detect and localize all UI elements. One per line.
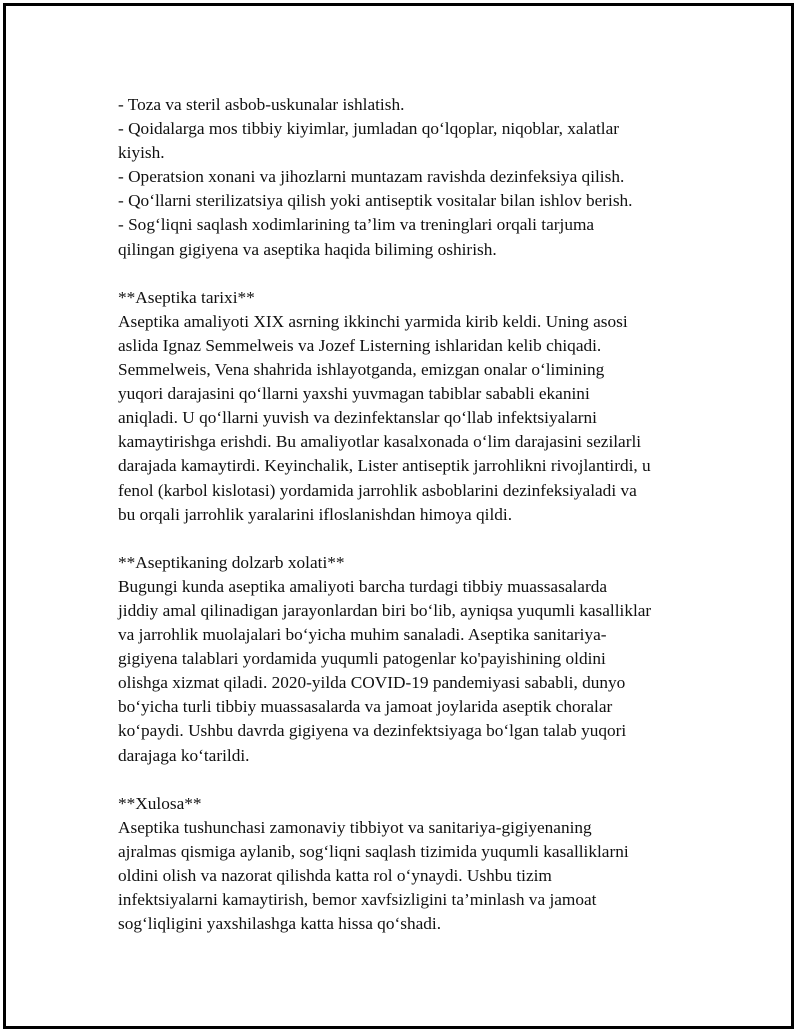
paragraph-line: gigiyena talablari yordamida yuqumli patogenlar ko'payishining oldini <box>118 649 606 669</box>
paragraph-line: ko‘paydi. Ushbu davrda gigiyena va dezinfektsiyaga bo‘lgan talab yuqori <box>118 721 627 741</box>
list-item-continuation: qilingan gigiyena va aseptika haqida biliming oshirish. <box>118 239 497 259</box>
list-item: - Toza va steril asbob-uskunalar ishlatish. <box>118 95 405 114</box>
hygiene-list <box>118 93 708 262</box>
paragraph-spacer <box>118 262 708 286</box>
paragraph-line: bu orqali jarrohlik yaralarini ifloslanishdan himoya qildi. <box>118 504 513 524</box>
paragraph-line: Aseptika tushunchasi zamonaviy tibbiyot va sanitariya-gigiyenaning <box>118 817 592 837</box>
list-item: - Qo‘llarni sterilizatsiya qilish yoki antiseptik vositalar bilan ishlov berish. <box>118 191 633 211</box>
paragraph-line: va jarrohlik muolajalari bo‘yicha muhim sanaladi. Aseptika sanitariya- <box>118 625 607 645</box>
paragraph-spacer <box>118 527 708 551</box>
paragraph-line: Bugungi kunda aseptika amaliyoti barcha turdagi tibbiy muassasalarda <box>118 576 608 596</box>
list-item-continuation: kiyish. <box>118 143 165 163</box>
section-heading: **Xulosa** <box>118 793 202 813</box>
paragraph-line: fenol (karbol kislotasi) yordamida jarrohlik asboblarini dezinfeksiyaladi va <box>118 480 637 500</box>
paragraph-line: olishga xizmat qiladi. 2020-yilda COVID-19 pandemiyasi sababli, dunyo <box>118 673 626 693</box>
paragraph-line: jiddiy amal qilinadigan jarayonlardan biri bo‘lib, ayniqsa yuqumli kasalliklar <box>118 600 652 620</box>
list-item: - Operatsion xonani va jihozlarni muntazam ravishda dezinfeksiya qilish. <box>118 167 625 187</box>
paragraph-line: Aseptika amaliyoti XIX asrning ikkinchi yarmida kirib keldi. Uning asosi <box>118 311 628 331</box>
section-history <box>118 286 708 527</box>
paragraph-line: oldini olish va nazorat qilishda katta rol o‘ynaydi. Ushbu tizim <box>118 866 552 885</box>
paragraph-line: bo‘yicha turli tibbiy muassasalarda va jamoat joylarida aseptik choralar <box>118 697 613 717</box>
section-heading: **Aseptikaning dolzarb xolati** <box>118 552 345 572</box>
paragraph-line: aslida Ignaz Semmelweis va Jozef Listerning ishlaridan kelib chiqadi. <box>118 335 602 355</box>
paragraph-line: darajaga ko‘tarildi. <box>118 745 250 765</box>
paragraph-line: infektsiyalarni kamaytirish, bemor xavfsizligini ta’minlash va jamoat <box>118 890 597 910</box>
list-item: - Qoidalarga mos tibbiy kiyimlar, jumladan qo‘lqoplar, niqoblar, xalatlar <box>118 119 620 139</box>
paragraph-line: ajralmas qismiga aylanib, sog‘liqni saqlash tizimida yuqumli kasalliklarni <box>118 841 629 861</box>
section-heading: **Aseptika tarixi** <box>118 287 255 307</box>
paragraph-line: darajada kamaytirdi. Keyinchalik, Lister antiseptik jarrohlikni rivojlantirdi, u <box>118 456 651 476</box>
paragraph-line: Semmelweis, Vena shahrida ishlayotganda, emizgan onalar o‘limining <box>118 360 605 380</box>
paragraph-line: kamaytirishga erishdi. Bu amaliyotlar kasalxonada o‘lim darajasini sezilarli <box>118 432 642 452</box>
paragraph-line: aniqladi. U qo‘llarni yuvish va dezinfektanslar qo‘llab infektsiyalarni <box>118 408 597 428</box>
paragraph-line: sog‘liqligini yaxshilashga katta hissa qo‘shadi. <box>118 914 442 934</box>
paragraph-spacer <box>118 768 708 792</box>
section-current-state <box>118 551 708 768</box>
list-item: - Sog‘liqni saqlash xodimlarining ta’lim va treninglari orqali tarjuma <box>118 215 595 235</box>
paragraph-line: yuqori darajasini qo‘llarni yaxshi yuvmagan tabiblar sababli ekanini <box>118 384 590 404</box>
document-body <box>118 93 708 936</box>
section-conclusion <box>118 792 708 937</box>
